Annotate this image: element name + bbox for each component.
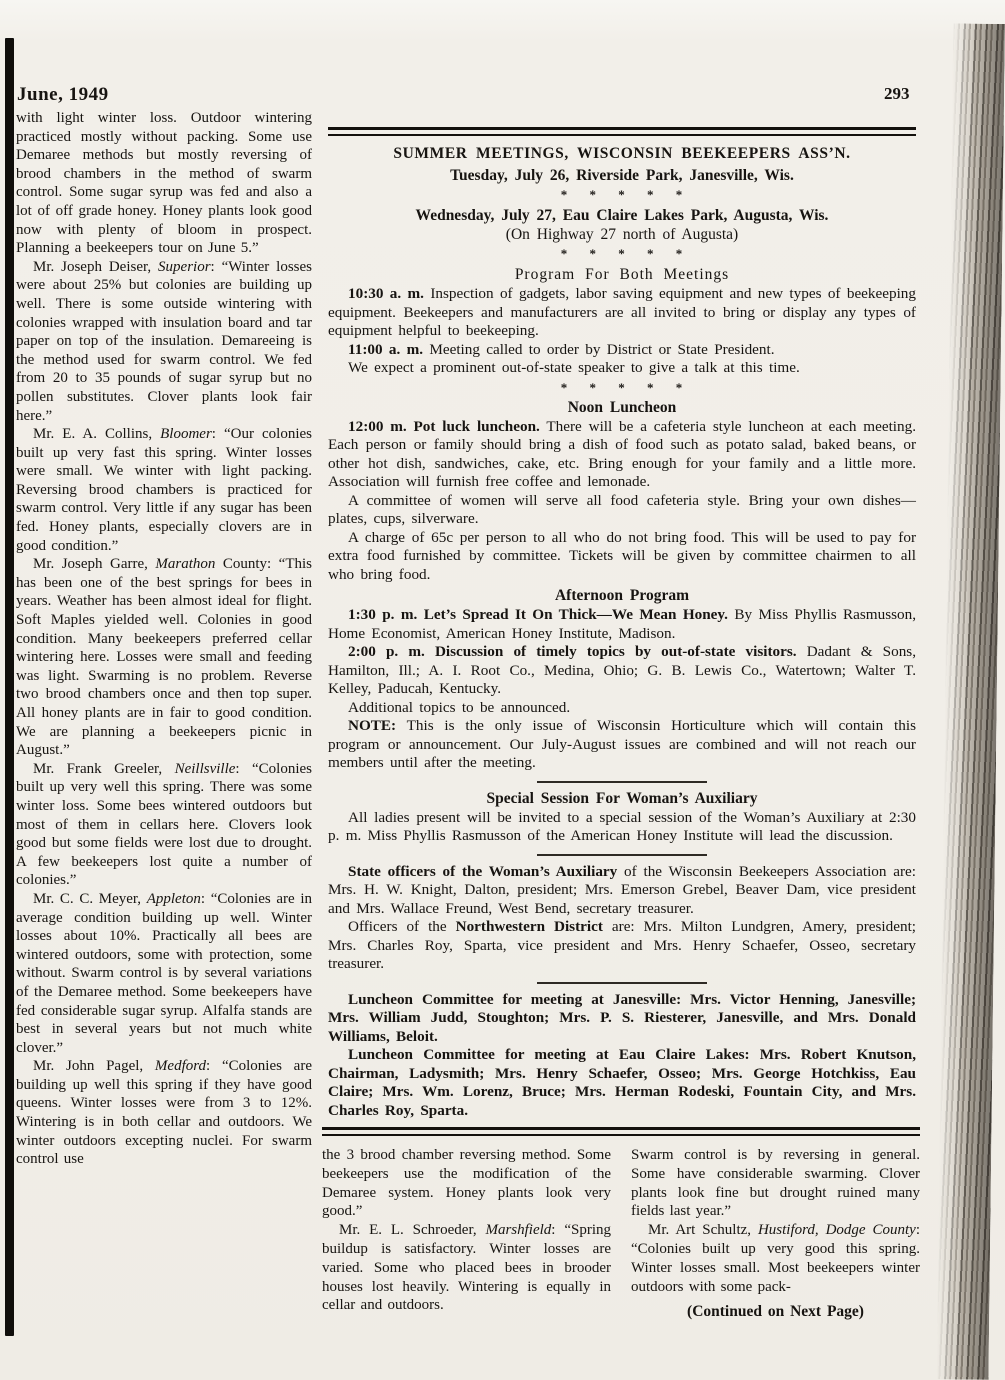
issue-date: June, 1949 <box>17 84 109 105</box>
left-column <box>16 109 312 1327</box>
section-divider <box>537 982 707 984</box>
report-paragraph: Mr. C. C. Meyer, Appleton: “Colonies are in average condition building up well. Winter losses about 10%. Practically all bees are wintered outdoors, some with protection, some without. Swarm control is by several variations of the Demaree method. Some beekeepers have fed considerable sugar syrup. Alfalfa stands are best in several years but not much white clover.” <box>16 890 312 1056</box>
special-session-heading: Special Session For Woman’s Auxiliary <box>486 789 758 807</box>
report-paragraph: the 3 brood chamber reversing method. Some beekeepers use the modification of the Demaree system. Honey plants look very good.” <box>322 1147 611 1220</box>
afternoon-item-200: 2:00 p. m. Discussion of timely topics by out-of-state visitors. Dadant & Sons, Hamilton, Ill.; A. I. Root Co., Medina, Ohio; G. B. Lewis Co., Watertown; Walter T. Kelley, Paducah, Kentucky. <box>328 643 916 697</box>
issue-note: NOTE: This is the only issue of Wisconsin Horticulture which will contain this program or announcement. Our July-August issues are combined and will not reach our members until after the meeting. <box>328 717 916 771</box>
meeting-2-note: (On Highway 27 north of Augusta) <box>505 226 739 243</box>
state-officers-paragraph: State officers of the Woman’s Auxiliary of the Wisconsin Beekeepers Association are: Mrs. H. W. Knight, Dalton, president; Mrs. Emerson Grebel, Beaver Dam, vice president and Mrs. Wallace Freund, West Bend, secretary treasurer. <box>328 862 917 917</box>
report-paragraph: Mr. E. A. Collins, Bloomer: “Our colonies built up very fast this spring. Winter losses were small. We winter with light packing. Reversing brood chambers is practiced for swarm control. Very little if any sugar has been fed. Honey plants, especially clovers are in good condition.” <box>16 426 312 554</box>
section-divider <box>537 781 707 783</box>
noon-luncheon-heading: Noon Luncheon <box>567 398 677 416</box>
meeting-1: Tuesday, July 26, Riverside Park, Janesville, Wis. <box>450 167 794 184</box>
luncheon-item-1200: 12:00 m. Pot luck luncheon. There will be a cafeteria style luncheon at each meeting. Each person or family should bring a dish of food such as potato salad, baked beans, or other hot dish, sandwiches, cake, etc. Bring enough for your family and a little more. Association will furnish free coffee and lemonade. <box>328 417 916 490</box>
afternoon-program-heading: Afternoon Program <box>554 587 689 604</box>
section-divider <box>537 854 707 856</box>
report-paragraph: Mr. Joseph Garre, Marathon County: “This has been one of the best springs for bees in years. Weather has been almost ideal for flight. Soft Maples yielded well. Colonies in good condition. Many beekeepers preferred cellar wintering here. Losses were small and feeding was light. Swarming is no problem. Reverse two brood chambers once and then top super. All honey plants are in fair to good condition. We are planning a beekeepers picnic in August.” <box>16 556 312 759</box>
program-item-speaker: We expect a prominent out-of-state speaker to give a talk at this time. <box>348 359 800 376</box>
luncheon-charge-note: A charge of 65c per person to all who do not bring food. This will be used to pay for extra food furnished by committee. Tickets will be given by committee chairmen to all who bring food. <box>328 528 916 583</box>
additional-topics-note: Additional topics to be announced. <box>348 698 571 716</box>
continued-next-page-note: (Continued on Next Page) <box>687 1303 864 1321</box>
program-item-1030: 10:30 a. m. Inspection of gadgets, labor saving equipment and new types of beekeeping equipment. Beekeepers and manufacturers are all invited to bring or display any types of equipment helpful to beekeeping. <box>328 285 916 339</box>
program-heading: Program For Both Meetings <box>514 266 730 283</box>
bottom-rule <box>322 1127 920 1136</box>
report-paragraph: Mr. E. L. Schroeder, Marshfield: “Spring buildup is satisfactory. Winter losses are varied. Some who placed bees in brooder houses lost heavily. Wintering is equally in cellar and outdoors. <box>322 1222 611 1314</box>
scan-spine-edge <box>936 23 1005 1380</box>
continuation-column-right <box>631 1146 920 1338</box>
continuation-column-left <box>322 1146 611 1338</box>
announcement-section <box>322 127 920 1338</box>
top-rule <box>328 127 916 136</box>
continuation-columns <box>322 1146 920 1338</box>
report-paragraph: Mr. John Pagel, Medford: “Colonies are building up well this spring if they have good queens. Winter losses were from 3 to 12%. Wintering is in both cellar and outdoors. We winter outdoors excepting nuclei. For swarm control use <box>16 1058 312 1168</box>
report-paragraph: Mr. Art Schultz, Hustiford, Dodge County: “Colonies built up very good this spring. Winter losses small. Most beekeepers winter outdoors with some pack- <box>631 1222 920 1295</box>
star-separator: * * * * * <box>560 246 684 261</box>
special-session-paragraph: All ladies present will be invited to a special session of the Woman’s Auxiliary at 2:30 p. m. Miss Phyllis Rasmusson of the American Honey Institute will lead the discussion. <box>328 808 916 844</box>
luncheon-committee-eau-claire: Luncheon Committee for meeting at Eau Claire Lakes: Mrs. Robert Knutson, Chairman, Ladysmith; Mrs. Henry Schaefer, Osseo; Mrs. George Hotchkiss, Eau Claire; Mrs. Wm. Lorenz, Bruce; Mrs. Herman Rodeski, Fountain City, and Mrs. Charles Roy, Sparta. <box>328 1046 916 1119</box>
report-paragraph: Mr. Joseph Deiser, Superior: “Winter losses were about 25% but colonies are building up well. There is some outside wintering with colonies wrapped with insulation board and tar paper on top of the insulation. Demareeing is the method used for swarm control. We fed from 20 to 35 pounds of sugar syrup but no pollen substitutes. Clover plants look fair here.” <box>16 258 312 424</box>
district-officers-paragraph: Officers of the Northwestern District are: Mrs. Milton Lundgren, Amery, president; Mrs. Charles Roy, Sparta, vice president and Mrs. Henry Schaefer, Osseo, secretary treasurer. <box>328 918 917 972</box>
star-separator: * * * * * <box>560 379 684 395</box>
announcement-title: SUMMER MEETINGS, WISCONSIN BEEKEEPERS ASS’N. <box>393 145 851 162</box>
report-paragraph: Swarm control is by reversing in general. Some have considerable swarming. Clover plants look fine but drought ruined many fields last year.” <box>631 1147 920 1220</box>
star-separator: * * * * * <box>560 187 684 202</box>
luncheon-committee-note: A committee of women will serve all food cafeteria style. Bring your own dishes—plates, cups, silverware. <box>328 491 916 527</box>
page-number: 293 <box>884 84 910 103</box>
report-paragraph: Mr. Frank Greeler, Neillsville: “Colonies built up very well this spring. There was some winter loss. Some bees wintered outdoors but most of them in cellars here. Clovers look good but some fields were lost due to drought. A few beekeepers lost quite a number of colonies.” <box>16 760 312 889</box>
meeting-2: Wednesday, July 27, Eau Claire Lakes Park, Augusta, Wis. <box>415 207 829 224</box>
luncheon-committee-janesville: Luncheon Committee for meeting at Janesville: Mrs. Victor Henning, Janesville; Mrs. William Judd, Stoughton; Mrs. P. S. Riesterer, Janesville, and Mrs. Donald Williams, Beloit. <box>328 990 916 1045</box>
afternoon-item-130: 1:30 p. m. Let’s Spread It On Thick—We Mean Honey. By Miss Phyllis Rasmusson, Home Economist, American Honey Institute, Madison. <box>328 606 917 642</box>
scan-gutter-bar <box>5 38 14 1336</box>
program-item-1100: 11:00 a. m. Meeting called to order by District or State President. <box>348 340 775 358</box>
report-paragraph: with light winter loss. Outdoor wintering practiced mostly without packing. Some use Demaree methods but mostly reversing of brood chambers in the method of swarm control. Some sugar syrup was fed and also a lot of off grade honey. Honey plants look good now with plenty of bloom in prospect. Planning a beekeepers tour on June 5.” <box>16 110 312 257</box>
